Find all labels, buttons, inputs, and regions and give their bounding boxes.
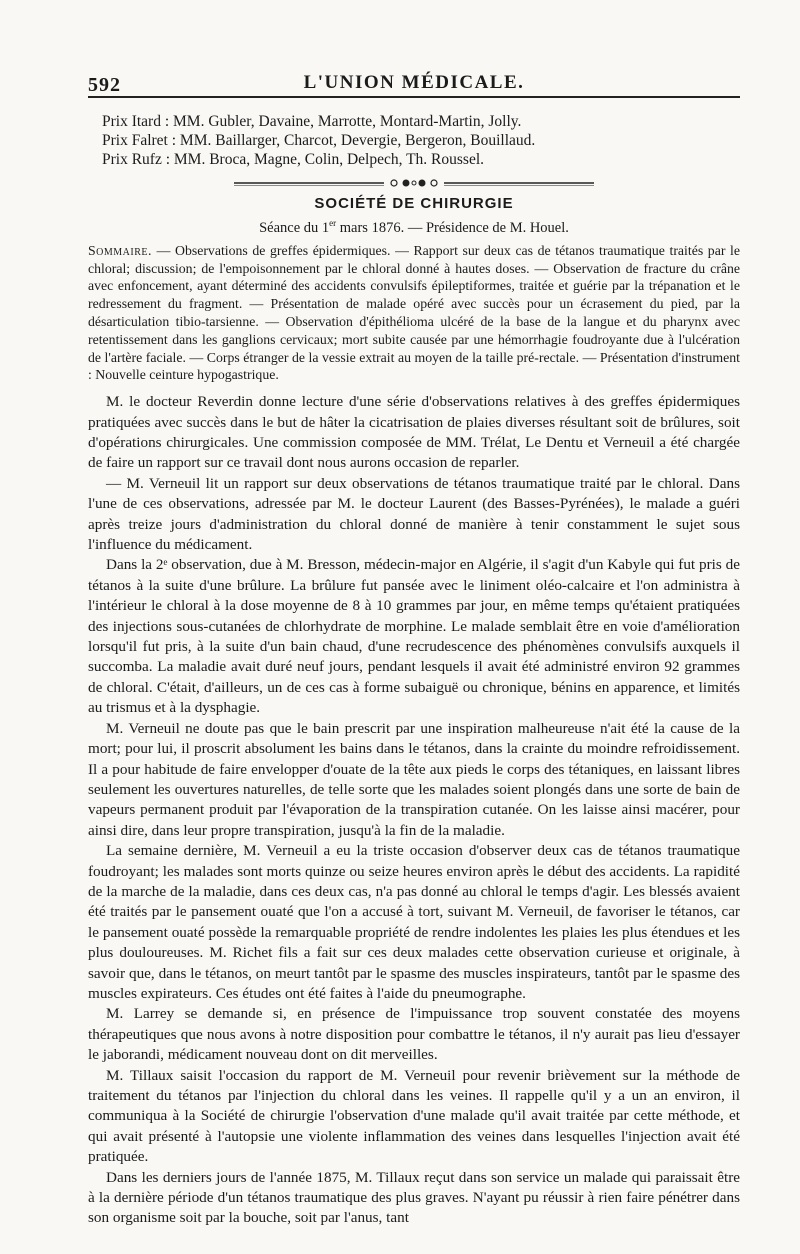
prize-rufz: Prix Rufz : MM. Broca, Magne, Colin, Delpech, Th. Roussel. <box>102 151 485 168</box>
prize-itard: Prix Itard : MM. Gubler, Davaine, Marrotte, Montard-Martin, Jolly. <box>102 113 522 130</box>
session-ordinal: er <box>329 218 337 228</box>
ornamental-divider <box>234 177 594 189</box>
paragraph-tillaux: M. Tillaux saisit l'occasion du rapport de M. Verneuil pour revenir brièvement sur la méthode de traitement du tétanos par l'injection du chloral dans les veines. Il rappelle qu'il y a un an environ, il communiqua à la Société de chirurgie l'observation d'une malade qu'il avait traitée par cette méthode, et qui avait présenté à l'autopsie une violente inflammation des veines dans lesquelles l'injection avait été pratiquée. <box>88 1066 740 1166</box>
paragraph-tillaux-1875: Dans les derniers jours de l'année 1875, M. Tillaux reçut dans son service un malade qui paraissait être à la dernière période d'un tétanos traumatique des plus graves. N'ayant pu réussir à rien faire pénétrer dans son organisme soit par la bouche, soit par l'anus, tant <box>88 1168 740 1227</box>
page-number: 592 <box>88 74 121 96</box>
paragraph-verneuil-bath: M. Verneuil ne doute pas que le bain prescrit par une inspiration malheureuse n'ait été la cause de la mort; pour lui, il proscrit absolument les bains dans le tétanos, dans la crainte du moindre refroidissement. Il a pour habitude de faire envelopper d'ouate de la tête aux pieds le corps des tétaniques, en laissant libres seulement les ouvertures naturelles, de telle sorte que les malades soient plongés dans une sorte de bain de vapeurs permanent produit par l'évaporation de la transpiration cutanée. On les laisse ainsi macérer, pour ainsi dire, dans leur propre transpiration, jusqu'à la fin de la maladie. <box>88 719 740 839</box>
running-head <box>88 68 740 98</box>
session-suffix: mars 1876. — Présidence de M. Houel. <box>336 219 569 236</box>
paragraph-verneuil-report: — M. Verneuil lit un rapport sur deux observations de tétanos traumatique traité par le chloral. Dans l'une de ces observations, adressée par M. le docteur Laurent (des Basses-Pyrénées), le malade a guéri après treize jours d'administration du chloral donné de manière à tenir constamment le sujet sous l'influence du médicament. <box>88 474 740 554</box>
paragraph-fulminant-cases: La semaine dernière, M. Verneuil a eu la triste occasion d'observer deux cas de tétanos traumatique foudroyant; les malades sont morts quinze ou seize heures environ après le début des accidents. La rapidité de la marche de la maladie, dans ces deux cas, n'a pas donné au chloral le temps d'agir. Les blessés avaient été traités par le pansement ouaté que l'on a accusé à tort, suivant M. Verneuil, de favoriser le tétanos, car le pansement ouaté possède la remarquable propriété de rendre indolentes les plaies les plus étendues et les plus douloureuses. M. Richet fils a fait sur ces deux malades cette observation curieuse et originale, à savoir que, dans le tétanos, on meurt tantôt par le spasme des muscles inspirateurs, tantôt par le spasme des muscles expirateurs. Ces études ont été faites à l'aide du pneumographe. <box>88 842 740 1002</box>
article-body <box>88 392 740 1229</box>
summary <box>88 242 740 384</box>
society-title: SOCIÉTÉ DE CHIRURGIE <box>314 195 514 212</box>
prize-falret: Prix Falret : MM. Baillarger, Charcot, Devergie, Bergeron, Bouillaud. <box>102 132 536 149</box>
session-prefix: Séance du 1 <box>259 219 330 236</box>
paragraph-second-observation: Dans la 2ᵉ observation, due à M. Bresson, médecin-major en Algérie, il s'agit d'un Kabyle qui fut pris de tétanos à la suite d'une brûlure. La brûlure fut pansée avec le liniment oléo-calcaire et l'on administra à l'intérieur le chloral à la dose moyenne de 8 à 10 grammes par jour, en même temps qu'étaient pratiquées des injections sous-cutanées de chlorhydrate de morphine. Le malade semblait être en voie d'amélioration lorsqu'il fut pris, à la suite d'un bain chaud, d'une recrudescence des phénomènes convulsifs auxquels il succomba. La maladie avait duré neuf jours, pendant lesquels il avait été administré environ 92 grammes de chloral. C'était, d'ailleurs, un de ces cas à forme subaiguë ou chronique, bénins en apparence, et limités au trismus et à la dysphagie. <box>88 556 740 717</box>
summary-text: — Observations de greffes épidermiques. — Rapport sur deux cas de tétanos traumatique traités par le chloral; discussion; de l'empoisonnement par le chloral donné à hautes doses. — Observation de fracture du crâne avec enfoncement, ayant déterminé des accidents convulsifs épileptiformes, traitée et guérie par la trépanation et le redressement du fragment. — Présentation de malade opéré avec succès pour un écrasement du pied, par la désarticulation tibio-tarsienne. — Observation d'épithélioma ulcéré de la base de la langue et du pharynx avec retentissement dans les ganglions cervicaux; mort subite causée par une hémorrhagie foudroyante due à l'ulcération de l'artère faciale. — Corps étranger de la vessie extrait au moyen de la taille pré-rectale. — Présentation d'instrument : Nouvelle ceinture hypogastrique. <box>88 242 740 383</box>
session-line <box>88 218 740 237</box>
prize-list <box>102 112 740 169</box>
paragraph-larrey: M. Larrey se demande si, en présence de l'impuissance trop souvent constatée des moyens thérapeutiques que nous avons à notre disposition pour combattre le tétanos, il n'y aurait pas lieu d'essayer le jaborandi, médicament nouveau dont on dit merveilles. <box>88 1005 740 1064</box>
journal-title: L'UNION MÉDICALE. <box>303 72 525 93</box>
paragraph-reverdin: M. le docteur Reverdin donne lecture d'une série d'observations relatives à des greffes épidermiques pratiquées avec succès dans le but de hâter la cicatrisation de plaies diverses résultant soit de brûlures, soit d'opérations chirurgicales. Une commission composée de MM. Trélat, Le Dentu et Verneuil a été chargée de faire un rapport sur ce travail dont nous aurons occasion de reparler. <box>88 393 740 472</box>
summary-label: Sommaire. <box>88 242 152 258</box>
